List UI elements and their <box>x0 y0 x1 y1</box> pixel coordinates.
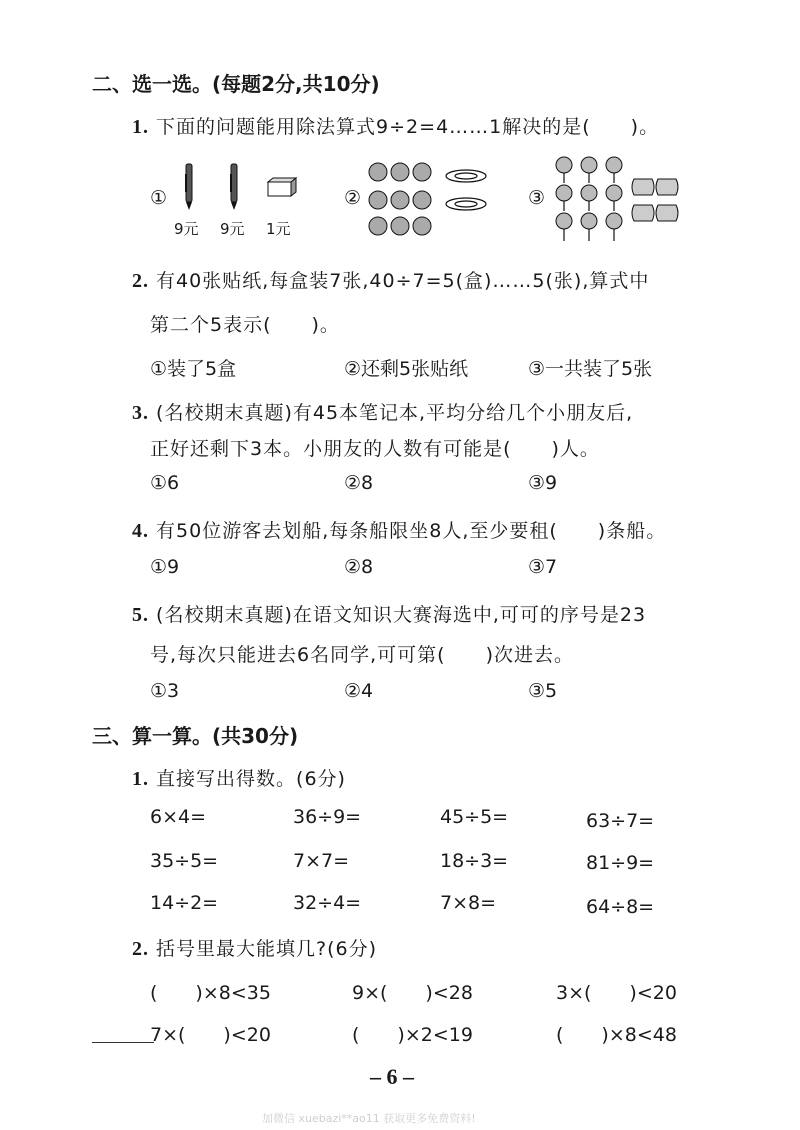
calc-item: 7×7= <box>293 850 350 872</box>
calc-item: 18÷3= <box>440 850 509 872</box>
question-number: 2. <box>132 270 149 292</box>
question-1 <box>132 112 659 139</box>
question-5 <box>132 600 646 627</box>
option: ①3 <box>150 680 180 702</box>
calc-item: 7×8= <box>440 892 497 914</box>
option: ①9 <box>150 556 180 578</box>
question-text-line-2: 第二个5表示( )。 <box>150 314 340 336</box>
eraser-icon <box>268 178 296 196</box>
option: ③7 <box>528 556 558 578</box>
question-text-line-1: 有40张贴纸,每盒装7张,40÷7=5(盒)……5(张),算式中 <box>156 270 650 292</box>
question-number: 5. <box>132 604 149 626</box>
option: ②8 <box>344 556 374 578</box>
plate-icon <box>446 170 486 210</box>
option: ③一共装了5张 <box>528 358 653 380</box>
option: ①6 <box>150 472 180 494</box>
price-label: 1元 <box>266 220 291 238</box>
pen-icon <box>185 164 192 210</box>
calc-item: 63÷7= <box>586 810 655 832</box>
section-3-title: 三、算一算。(共30分) <box>92 724 299 748</box>
option: ②8 <box>344 472 374 494</box>
question-text-line-1: (名校期末真题)在语文知识大赛海选中,可可的序号是23 <box>156 604 647 626</box>
flowers-and-vases-figure <box>552 155 682 245</box>
inequality-item: 3×( )<20 <box>556 982 677 1004</box>
vase-icon <box>632 179 678 221</box>
question-text-line-1: 有50位游客去划船,每条船限坐8人,至少要租( )条船。 <box>156 520 667 542</box>
calc-item: 64÷8= <box>586 896 655 918</box>
price-label: 9元 <box>220 220 245 238</box>
price-label: 9元 <box>174 220 199 238</box>
pen-icon <box>230 164 237 210</box>
apples-and-plates-figure <box>366 160 496 240</box>
page-number: – 6 – <box>370 1064 414 1089</box>
option: ③5 <box>528 680 558 702</box>
question-2 <box>132 266 649 293</box>
inequality-item: 7×( )<20 <box>150 1024 271 1046</box>
question-4 <box>132 516 666 543</box>
question-text-line-2: 正好还剩下3本。小朋友的人数有可能是( )人。 <box>150 438 600 460</box>
inequality-item: ( )×8<35 <box>150 982 271 1004</box>
calc-item: 6×4= <box>150 806 207 828</box>
watermark: 加微信 xuebazi**ao11 获取更多免费资料! <box>262 1112 476 1125</box>
option-3-marker: ③ <box>528 187 546 209</box>
calc-item: 45÷5= <box>440 806 509 828</box>
option: ②4 <box>344 680 374 702</box>
calc-question-2 <box>132 934 377 961</box>
option: ②还剩5张贴纸 <box>344 358 469 380</box>
question-number: 3. <box>132 402 149 424</box>
calc-item: 35÷5= <box>150 850 219 872</box>
question-number: 1. <box>132 768 149 790</box>
question-number: 4. <box>132 520 149 542</box>
calc-item: 81÷9= <box>586 852 655 874</box>
inequality-item: ( )×2<19 <box>352 1024 473 1046</box>
calc-question-1 <box>132 764 346 791</box>
option: ①装了5盒 <box>150 358 237 380</box>
inequality-item: 9×( )<28 <box>352 982 473 1004</box>
question-text-line-2: 号,每次只能进去6名同学,可可第( )次进去。 <box>150 644 574 666</box>
calc-item: 32÷4= <box>293 892 362 914</box>
divider <box>92 1042 154 1043</box>
question-number: 2. <box>132 938 149 960</box>
calc-item: 36÷9= <box>293 806 362 828</box>
option-1-marker: ① <box>150 187 168 209</box>
question-number: 1. <box>132 116 149 138</box>
question-text: 下面的问题能用除法算式9÷2=4……1解决的是( )。 <box>156 116 660 138</box>
question-3 <box>132 398 633 425</box>
section-2-title: 二、选一选。(每题2分,共10分) <box>92 72 380 96</box>
inequality-item: ( )×8<48 <box>556 1024 677 1046</box>
question-text: 直接写出得数。(6分) <box>156 768 346 790</box>
question-text-line-1: (名校期末真题)有45本笔记本,平均分给几个小朋友后, <box>156 402 634 424</box>
option-2-marker: ② <box>344 187 362 209</box>
option: ③9 <box>528 472 558 494</box>
calc-item: 14÷2= <box>150 892 219 914</box>
question-text: 括号里最大能填几?(6分) <box>156 938 378 960</box>
